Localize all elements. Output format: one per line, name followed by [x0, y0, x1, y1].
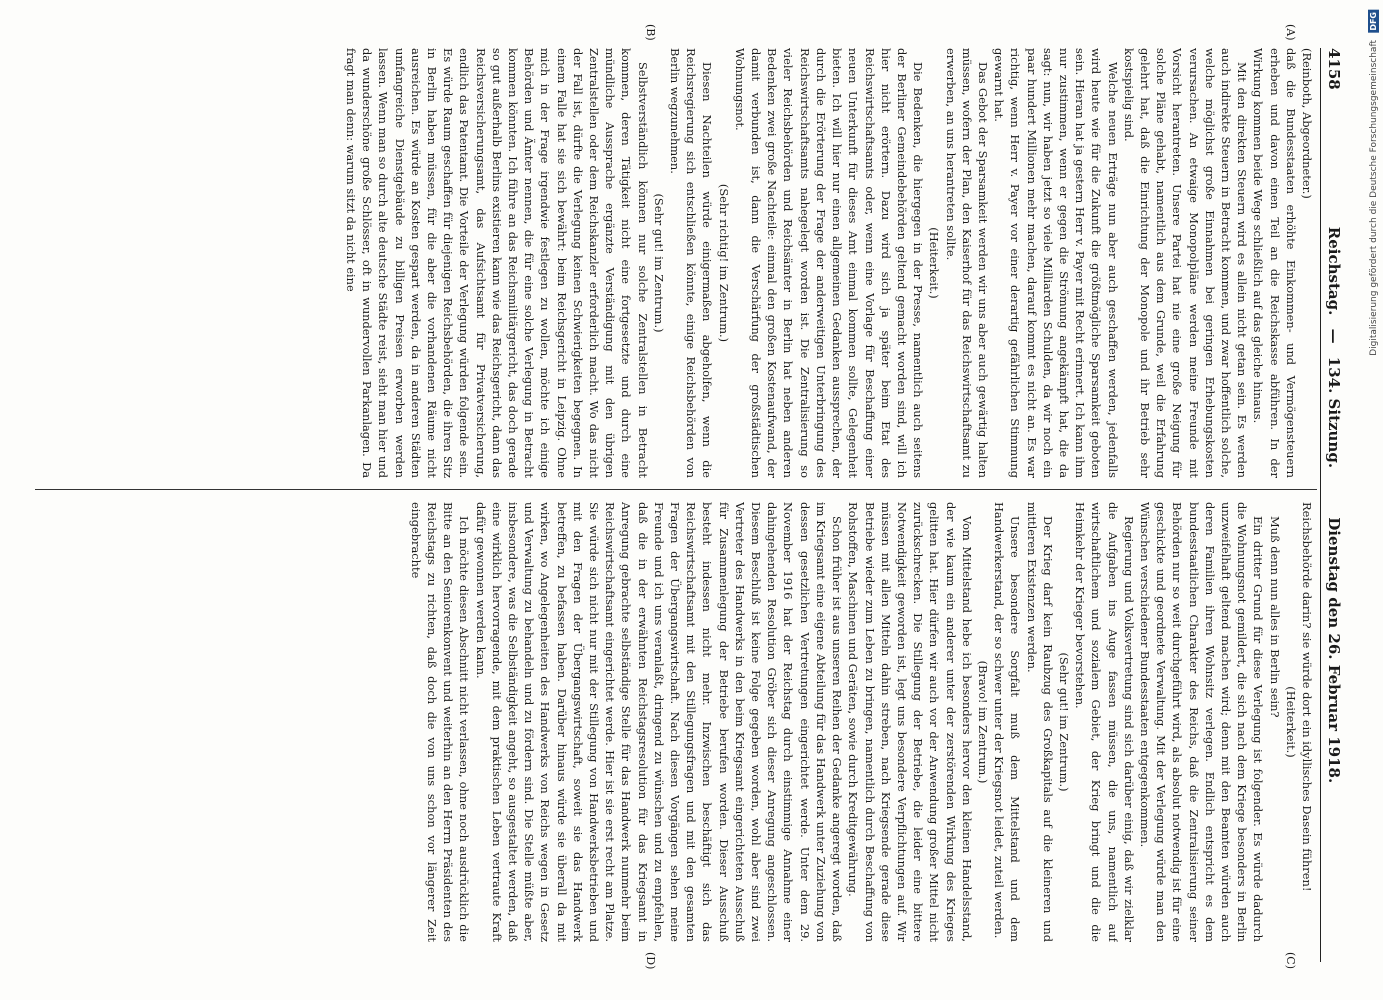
rotated-document-page — [27, 20, 1357, 980]
margin-marker-d: (D) — [643, 952, 657, 970]
paragraph: Das Gebot der Sparsamkeit werden wir uns aber auch gewärtig halten müssen, wofern der Plan, den Kaiserhof für das Reichswirtschaftsamt zu erwerben, an uns herantreten sollte. — [943, 48, 990, 478]
header-dash: — — [1324, 328, 1343, 344]
paragraph: Der Krieg darf kein Raubzug des Großkapitals auf die kleineren und mittleren Existenzen werden. — [1024, 502, 1055, 942]
paragraph: Diesen Nachteilen würde einigermaßen abgeholfen, wenn die Reichsregierung sich entschließen könnte, einige Reichsbehörden von Berlin wegzunehmen. — [667, 48, 714, 478]
paragraph: Reichsbehörde darin? sie würde dort ein idyllisches Dasein führen! — [1299, 502, 1314, 892]
header-date: Dienstag den 26. Februar 1918. — [1324, 517, 1343, 784]
paragraph: daß die Bundesstaaten erhöhte Einkommen- und Vermögensteuern erheben und davon einen Teil an die Reichskasse abführen. In der Wirkung kommen beide Wege schließlich auf das gleiche hinaus. — [1250, 48, 1298, 478]
interjection: (Heiterkeit.) — [1283, 686, 1298, 758]
paragraph: Welche neuen Erträge nun aber auch geschaffen werden, jedenfalls wird heute wie für die Zukunft die größtmögliche Sparsamkeit geboten sein. Hieran hat ja gestern Herr v. Payer mit Recht erinnert. Ich kann ihm nur zustimmen, wenn er gegen die Strömung angekämpft hat, die da sagt: nun, wir haben jetzt so viele Milliarden Schulden, da wir noch ein paar hundert Millionen mehr machen, darauf kommt es nicht an. Es war richtig, wenn Herr v. Payer vor einer derartig gefährlichen Stimmung gewarnt hat. — [991, 48, 1120, 478]
paragraph: Mit den direkten Steuern wird es allein nicht getan sein. Es werden auch indirekte Steuern in Betracht kommen, und zwar hoffentlich solche, welche möglichst große Einnahmen bei geringen Erhebungskosten verursachen. An etwaige Monopolpläne werden meine Freunde mit Vorsicht herantreten. Unsere Partei hat nie eine große Neigung für solche Pläne gehabt, namentlich aus dem Grunde, weil die Erfahrung gelehrt hat, daß die Einrichtung der Monopole und ihr Betrieb sehr kostspielig sind. — [1121, 48, 1249, 478]
page-header — [1320, 48, 1345, 962]
header-left-title: Reichstag. — [1324, 226, 1343, 316]
paragraph: Unsere besondere Sorgfalt muß dem Mittelstand und dem Handwerkerstand, der so schwer unter der Kriegsnot leidet, zuteil werden. — [991, 502, 1022, 942]
interjection: (Sehr gut! im Zentrum.) — [651, 193, 666, 333]
column-divider — [35, 489, 1317, 490]
margin-marker-b: (B) — [643, 24, 657, 41]
interjection: (Bravo! im Zentrum.) — [975, 660, 990, 784]
margin-marker-a: (A) — [1283, 24, 1297, 41]
paragraph: Selbstverständlich können nur solche Zentralstellen in Betracht kommen, deren Tätigkeit nicht eine fortgesetzte und durch eine mündliche Aussprache ergänzte Verständigung mit den übrigen Zentralstellen oder dem Reichskanzler erforderlich macht. Wo das nicht der Fall ist, dürfte die Verlegung keinen Schwierigkeiten begegnen. In einem Falle hat sie sich bewährt: beim Reichsgericht in Leipzig. Ohne mich in der Frage irgendwie festlegen zu wollen, möchte ich einige Behörden und Ämter nennen, die für eine solche Verlegung in Betracht kommen könnten. Ich führe an das Reichsmilitärgericht, das doch gerade so gut außerhalb Berlins existieren kann wie das Reichsgericht, dann das Reichsversicherungsamt, das Aufsichtsamt für Privatversicherung, endlich das Patentamt. Die Vorteile der Verlegung würden folgende sein. Es würde Raum geschaffen für diejenigen Reichsbehörden, die ihren Sitz in Berlin haben müssen, für die aber die vorhandenen Räume nicht ausreichen. Es würde an Kosten gespart werden, da in anderen Städten umfangreiche Dienstgebäude zu billigen Preisen erworben werden lassen. Wenn man so durch alte deutsche Städte reist, sieht man hier und da wunderschöne große Schlösser, oft in wundervollen Parkanlagen. Da fragt man denn: warum sitzt da nicht eine — [343, 48, 650, 478]
paragraph: Vom Mittelstand hebe ich besonders hervor den kleinen Handelsstand, der wie kaum ein anderer unter der zerstörenden Wirkung des Krieges gelitten hat. Hier dürfen wir auch vor der Anwendung großer Mittel nicht zurückschrecken. Die Stillegung der Betriebe, die leider eine bittere Notwendigkeit geworden ist, legt uns besondere Verpflichtungen auf. Wir müssen mit allen Mitteln dahin streben, nach Kriegsende gerade diese Betriebe wieder zum Leben zu bringen, namentlich durch Beschaffung von Rohstoffen, Maschinen und Geräten, sowie durch Kreditgewährung. — [845, 502, 974, 942]
right-text-column — [35, 502, 1315, 942]
page-number: 4158 — [1324, 48, 1343, 90]
paragraph: Schon früher ist aus unseren Reihen der Gedanke angeregt worden, daß im Kriegsamt eine eigene Abteilung für das Handwerk unter Zuziehung von dessen gesetzlichen Vertretungen eingerichtet werde. Unter dem 29. November 1916 hat der Reichstag durch einstimmige Annahme einer dahingehenden Resolution Gröber sich dieser Anregung angeschlossen. Diesem Beschluß ist keine Folge gegeben worden, wohl aber sind zwei Vertreter des Handwerks in den beim Kriegsamt eingerichteten Ausschuß für Zusammenlegung der Betriebe berufen worden. Dieser Ausschuß besteht indessen nicht mehr. Inzwischen beschäftigt sich das Reichswirtschaftsamt mit den Stillegungsfragen und mit den gesamten Fragen der Übergangswirtschaft. Nach diesen Vorgängen sehen meine Freunde und ich uns veranlaßt, dringend zu wünschen und zu empfehlen, daß die in der erwähnten Reichstagsresolution für das Kriegsamt in Anregung gebrachte selbständige Stelle für das Handwerk nunmehr beim Reichswirtschaftsamt eingerichtet werde. Hier ist sie erst recht am Platze. Sie würde sich nicht nur mit der Stillegung von Handwerksbetrieben und mit den Fragen der Übergangswirtschaft, soweit sie das Handwerk betreffen, zu befassen haben. Darüber hinaus würde sie überall da mit wirken, wo Angelegenheiten des Handwerks von Reichs wegen in Gesetz und Verwaltung zu behandeln und zu fördern sind. Die Stelle müßte aber, insbesondere, was die Selbständigkeit angeht, so ausgestaltet werden, daß eine wirklich hervorragende, mit dem praktischen Leben vertraute Kraft dafür gewonnen werden kann. — [473, 502, 844, 942]
interjection: (Heiterkeit.) — [926, 227, 941, 299]
paragraph: Ich möchte diesen Abschnitt nicht verlassen, ohne noch ausdrücklich die Bitte an den Seniorenkonvent und weiterhin an den Herrn Präsidenten des Reichstags zu richten, daß doch die von uns schon vor längerer Zeit eingebrachte — [408, 502, 471, 942]
paragraph: Die Bedenken, die hiergegen in der Presse, namentlich auch seitens der Berliner Gemeindebehörden geltend gemacht worden sind, will ich hier nicht erörtern. Dazu wird sich ja später beim Etat des Reichswirtschaftsamts oder, wenn eine Vorlage für Beschaffung einer neuen Unterkunft für dieses Amt einmal kommen sollte, Gelegenheit bieten. Ich will hier nur einen allgemeinen Gedanken aussprechen, der durch die Erörterung der Frage der anderweitigen Unterbringung des Reichswirtschaftsamts nahegelegt worden ist. Die Zentralisierung so vieler Reichsbehörden und Reichsämter in Berlin hat neben anderen Bedenken zwei große Nachteile: einmal den großen Kostenaufwand, der damit verbunden ist, dann die Verschärfung der großstädtischen Wohnungsnot. — [732, 48, 925, 478]
speaker-note: (Reinboth, Abgeordneter.) — [1299, 48, 1314, 199]
margin-marker-c: (C) — [1283, 952, 1297, 969]
paragraph: Ein dritter Grund für diese Verlegung ist folgender. Es würde dadurch die Wohnungsnot gemildert, die sich nach dem Kriege besonders in Berlin unzweifelhaft geltend machen wird; denn mit den Beamten würden auch deren Familien ihren Wohnsitz verlegen. Endlich entspricht es dem bundesstaatlichen Charakter des Reichs, daß die Zentralisierung seiner Behörden nur so weit durchgeführt wird, als absolut notwendig ist für eine geschickte und geordnete Verwaltung. Mit der Verlegung würde man den Wünschen verschiedener Bundesstaaten entgegenkommen. — [1137, 502, 1265, 942]
dfg-logo: DFG — [1369, 12, 1378, 31]
digitization-note: Digitalisierung gefördert durch die Deutsche Forschungsgemeinschaft — [1369, 40, 1379, 356]
header-title — [1325, 48, 1343, 962]
interjection: (Sehr gut! im Zentrum.) — [1056, 652, 1071, 792]
interjection: (Sehr richtig! im Zentrum.) — [716, 183, 731, 343]
paragraph: Muß denn nun alles in Berlin sein? — [1267, 516, 1282, 718]
left-text-column — [35, 48, 1315, 478]
header-session: 134. Sitzung. — [1324, 356, 1343, 469]
paragraph: Regierung und Volksvertretung sind sich darüber einig, daß wir zielklar die Aufgaben ins Auge fassen müssen, die uns, namentlich auf wirtschaftlichem und sozialem Gebiet, der Krieg bringt und die die Heimkehr der Krieger bevorstehen. — [1072, 502, 1136, 942]
